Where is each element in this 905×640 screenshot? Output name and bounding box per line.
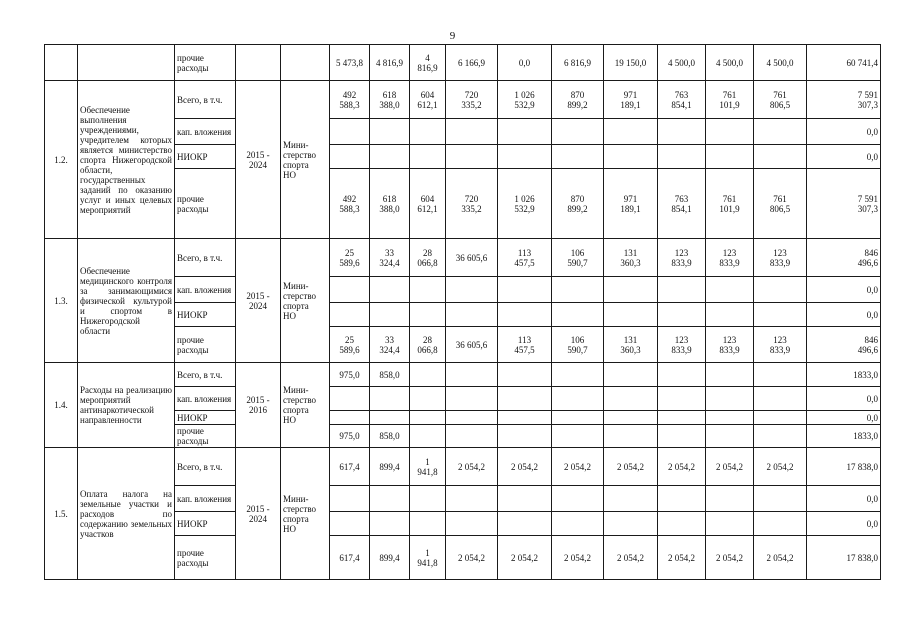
value-cell	[552, 277, 604, 303]
value-cell	[754, 363, 807, 387]
value-cell	[706, 486, 754, 512]
value-cell: 123 833,9	[754, 327, 807, 363]
measure-name: Оплата налога на земельные участки и расходов по содержанию земельных участков	[78, 448, 175, 580]
period-cell: 2015 - 2016	[236, 363, 281, 448]
total-cell: 0,0	[807, 512, 881, 536]
value-cell	[552, 387, 604, 411]
value-cell	[410, 411, 446, 425]
value-cell	[658, 486, 706, 512]
executor-cell: Мини- стерство спорта НО	[281, 363, 330, 448]
value-cell: 2 054,2	[446, 448, 498, 486]
total-cell: 1833,0	[807, 425, 881, 448]
value-cell: 492 588,3	[330, 169, 370, 239]
value-cell	[552, 145, 604, 169]
value-cell	[410, 512, 446, 536]
expense-kind: прочие расходы	[175, 536, 236, 580]
value-cell	[604, 145, 658, 169]
value-cell	[706, 277, 754, 303]
value-cell	[330, 277, 370, 303]
value-cell: 858,0	[370, 425, 410, 448]
value-cell: 0,0	[498, 45, 552, 81]
name-cell	[78, 45, 175, 81]
value-cell	[410, 277, 446, 303]
total-cell: 0,0	[807, 387, 881, 411]
value-cell	[706, 145, 754, 169]
value-cell: 971 189,1	[604, 169, 658, 239]
value-cell: 6 166,9	[446, 45, 498, 81]
value-cell	[754, 387, 807, 411]
value-cell	[330, 411, 370, 425]
value-cell	[330, 145, 370, 169]
period-cell: 2015 - 2024	[236, 81, 281, 239]
value-cell	[658, 303, 706, 327]
value-cell	[604, 303, 658, 327]
value-cell: 617,4	[330, 448, 370, 486]
value-cell: 33 324,4	[370, 327, 410, 363]
total-cell: 0,0	[807, 303, 881, 327]
value-cell: 761 101,9	[706, 81, 754, 119]
total-cell: 0,0	[807, 411, 881, 425]
value-cell	[370, 387, 410, 411]
value-cell: 2 054,2	[754, 448, 807, 486]
value-cell	[446, 277, 498, 303]
value-cell: 123 833,9	[706, 327, 754, 363]
page-number: 9	[449, 30, 456, 42]
value-cell: 36 605,6	[446, 239, 498, 277]
value-cell	[658, 387, 706, 411]
value-cell: 2 054,2	[552, 448, 604, 486]
expense-kind: прочие расходы	[175, 45, 236, 81]
value-cell	[446, 363, 498, 387]
value-cell	[498, 486, 552, 512]
table-row	[45, 239, 881, 277]
expense-kind: НИОКР	[175, 145, 236, 169]
executor-cell: Мини- стерство спорта НО	[281, 81, 330, 239]
value-cell: 2 054,2	[552, 536, 604, 580]
expense-kind: прочие расходы	[175, 327, 236, 363]
value-cell: 2 054,2	[754, 536, 807, 580]
expense-kind: Всего, в т.ч.	[175, 363, 236, 387]
total-cell: 7 591 307,3	[807, 81, 881, 119]
value-cell	[604, 387, 658, 411]
value-cell: 720 335,2	[446, 169, 498, 239]
value-cell	[552, 303, 604, 327]
value-cell	[706, 411, 754, 425]
value-cell: 858,0	[370, 363, 410, 387]
value-cell: 2 054,2	[604, 536, 658, 580]
value-cell	[498, 411, 552, 425]
value-cell	[370, 145, 410, 169]
value-cell	[446, 411, 498, 425]
value-cell	[330, 119, 370, 145]
value-cell	[446, 119, 498, 145]
value-cell	[658, 145, 706, 169]
value-cell	[706, 363, 754, 387]
table-row	[45, 81, 881, 119]
value-cell: 720 335,2	[446, 81, 498, 119]
expense-kind: кап. вложения	[175, 486, 236, 512]
expense-kind: прочие расходы	[175, 169, 236, 239]
value-cell	[658, 119, 706, 145]
value-cell	[754, 119, 807, 145]
value-cell	[370, 512, 410, 536]
expense-kind: кап. вложения	[175, 387, 236, 411]
value-cell	[410, 145, 446, 169]
value-cell	[330, 512, 370, 536]
total-cell: 0,0	[807, 486, 881, 512]
value-cell: 1 026 532,9	[498, 169, 552, 239]
value-cell	[754, 145, 807, 169]
value-cell	[754, 486, 807, 512]
value-cell: 2 054,2	[658, 536, 706, 580]
value-cell: 1 941,8	[410, 536, 446, 580]
value-cell	[446, 425, 498, 448]
value-cell: 761 101,9	[706, 169, 754, 239]
value-cell: 2 054,2	[604, 448, 658, 486]
budget-table	[44, 44, 881, 580]
table-row	[45, 45, 881, 81]
row-index: 1.3.	[45, 239, 78, 363]
expense-kind: кап. вложения	[175, 277, 236, 303]
value-cell: 36 605,6	[446, 327, 498, 363]
value-cell: 618 388,0	[370, 81, 410, 119]
row-index: 1.5.	[45, 448, 78, 580]
value-cell	[604, 486, 658, 512]
value-cell: 870 899,2	[552, 169, 604, 239]
value-cell	[552, 119, 604, 145]
value-cell: 617,4	[330, 536, 370, 580]
measure-name: Обеспечение медицинского контроля за занимающимися физической культурой и спортом в Нижегородской области	[78, 239, 175, 363]
value-cell: 1 941,8	[410, 448, 446, 486]
value-cell: 2 054,2	[706, 536, 754, 580]
value-cell: 123 833,9	[658, 239, 706, 277]
value-cell	[754, 277, 807, 303]
period-cell: 2015 - 2024	[236, 448, 281, 580]
value-cell: 975,0	[330, 425, 370, 448]
total-cell: 7 591 307,3	[807, 169, 881, 239]
row-index: 1.4.	[45, 363, 78, 448]
value-cell: 4 500,0	[658, 45, 706, 81]
value-cell	[330, 486, 370, 512]
value-cell: 19 150,0	[604, 45, 658, 81]
executor-cell	[281, 45, 330, 81]
value-cell: 1 026 532,9	[498, 81, 552, 119]
value-cell: 25 589,6	[330, 239, 370, 277]
expense-kind: прочие расходы	[175, 425, 236, 448]
table-body	[45, 45, 881, 580]
value-cell	[706, 425, 754, 448]
value-cell	[604, 512, 658, 536]
value-cell	[410, 486, 446, 512]
value-cell: 113 457,5	[498, 327, 552, 363]
value-cell	[370, 486, 410, 512]
total-cell: 846 496,6	[807, 327, 881, 363]
value-cell	[498, 145, 552, 169]
value-cell	[370, 411, 410, 425]
value-cell: 971 189,1	[604, 81, 658, 119]
value-cell	[498, 363, 552, 387]
value-cell: 5 473,8	[330, 45, 370, 81]
value-cell	[410, 363, 446, 387]
value-cell	[552, 425, 604, 448]
value-cell: 106 590,7	[552, 239, 604, 277]
value-cell	[446, 486, 498, 512]
value-cell: 131 360,3	[604, 239, 658, 277]
value-cell	[446, 512, 498, 536]
value-cell: 2 054,2	[446, 536, 498, 580]
expense-kind: НИОКР	[175, 512, 236, 536]
value-cell: 763 854,1	[658, 169, 706, 239]
value-cell: 28 066,8	[410, 239, 446, 277]
expense-kind: Всего, в т.ч.	[175, 81, 236, 119]
value-cell: 4 816,9	[370, 45, 410, 81]
value-cell	[410, 303, 446, 327]
measure-name: Расходы на реализацию мероприятий антинаркотической направленности	[78, 363, 175, 448]
period-cell: 2015 - 2024	[236, 239, 281, 363]
value-cell: 2 054,2	[498, 448, 552, 486]
value-cell	[446, 145, 498, 169]
value-cell: 4 500,0	[754, 45, 807, 81]
row-index: 1.2.	[45, 81, 78, 239]
value-cell	[552, 512, 604, 536]
value-cell	[706, 387, 754, 411]
value-cell	[330, 303, 370, 327]
value-cell: 4 500,0	[706, 45, 754, 81]
value-cell	[552, 363, 604, 387]
value-cell	[658, 425, 706, 448]
total-cell: 17 838,0	[807, 536, 881, 580]
value-cell: 763 854,1	[658, 81, 706, 119]
value-cell: 25 589,6	[330, 327, 370, 363]
value-cell	[498, 387, 552, 411]
expense-kind: Всего, в т.ч.	[175, 239, 236, 277]
value-cell	[754, 411, 807, 425]
value-cell: 492 588,3	[330, 81, 370, 119]
value-cell	[706, 119, 754, 145]
value-cell	[410, 425, 446, 448]
total-cell: 1833,0	[807, 363, 881, 387]
expense-kind: кап. вложения	[175, 119, 236, 145]
value-cell	[498, 512, 552, 536]
value-cell	[658, 277, 706, 303]
index-cell	[45, 45, 78, 81]
value-cell	[498, 277, 552, 303]
value-cell	[604, 119, 658, 145]
value-cell: 123 833,9	[658, 327, 706, 363]
value-cell	[446, 303, 498, 327]
value-cell	[330, 387, 370, 411]
total-cell: 0,0	[807, 119, 881, 145]
executor-cell: Мини- стерство спорта НО	[281, 239, 330, 363]
measure-name: Обеспечение выполнения учреждениями, учредителем которых является министерство спорта Нижегородской области, государственных заданий по оказанию услуг и иных целевых мероприятий	[78, 81, 175, 239]
value-cell	[604, 411, 658, 425]
value-cell	[658, 411, 706, 425]
total-cell: 846 496,6	[807, 239, 881, 277]
table-row	[45, 448, 881, 486]
value-cell: 33 324,4	[370, 239, 410, 277]
value-cell: 604 612,1	[410, 81, 446, 119]
value-cell: 123 833,9	[706, 239, 754, 277]
value-cell	[552, 486, 604, 512]
value-cell: 870 899,2	[552, 81, 604, 119]
value-cell	[498, 119, 552, 145]
value-cell	[370, 119, 410, 145]
value-cell: 761 806,5	[754, 81, 807, 119]
value-cell: 131 360,3	[604, 327, 658, 363]
value-cell	[706, 303, 754, 327]
table-row	[45, 363, 881, 387]
value-cell: 618 388,0	[370, 169, 410, 239]
value-cell	[552, 411, 604, 425]
value-cell	[604, 277, 658, 303]
value-cell: 113 457,5	[498, 239, 552, 277]
total-cell: 0,0	[807, 145, 881, 169]
value-cell: 4 816,9	[410, 45, 446, 81]
value-cell	[604, 425, 658, 448]
value-cell	[370, 277, 410, 303]
value-cell	[658, 512, 706, 536]
value-cell: 899,4	[370, 536, 410, 580]
value-cell: 6 816,9	[552, 45, 604, 81]
value-cell: 28 066,8	[410, 327, 446, 363]
total-cell: 0,0	[807, 277, 881, 303]
value-cell: 2 054,2	[498, 536, 552, 580]
value-cell	[410, 119, 446, 145]
total-cell: 60 741,4	[807, 45, 881, 81]
value-cell	[658, 363, 706, 387]
value-cell	[754, 303, 807, 327]
expense-kind: НИОКР	[175, 303, 236, 327]
value-cell	[706, 512, 754, 536]
expense-kind: НИОКР	[175, 411, 236, 425]
value-cell	[446, 387, 498, 411]
value-cell: 2 054,2	[658, 448, 706, 486]
value-cell	[498, 303, 552, 327]
value-cell: 761 806,5	[754, 169, 807, 239]
value-cell	[498, 425, 552, 448]
value-cell: 899,4	[370, 448, 410, 486]
value-cell	[754, 512, 807, 536]
value-cell	[370, 303, 410, 327]
executor-cell: Мини- стерство спорта НО	[281, 448, 330, 580]
value-cell: 604 612,1	[410, 169, 446, 239]
value-cell: 106 590,7	[552, 327, 604, 363]
value-cell: 975,0	[330, 363, 370, 387]
period-cell	[236, 45, 281, 81]
value-cell	[604, 363, 658, 387]
expense-kind: Всего, в т.ч.	[175, 448, 236, 486]
total-cell: 17 838,0	[807, 448, 881, 486]
value-cell	[410, 387, 446, 411]
value-cell: 2 054,2	[706, 448, 754, 486]
value-cell	[754, 425, 807, 448]
value-cell: 123 833,9	[754, 239, 807, 277]
